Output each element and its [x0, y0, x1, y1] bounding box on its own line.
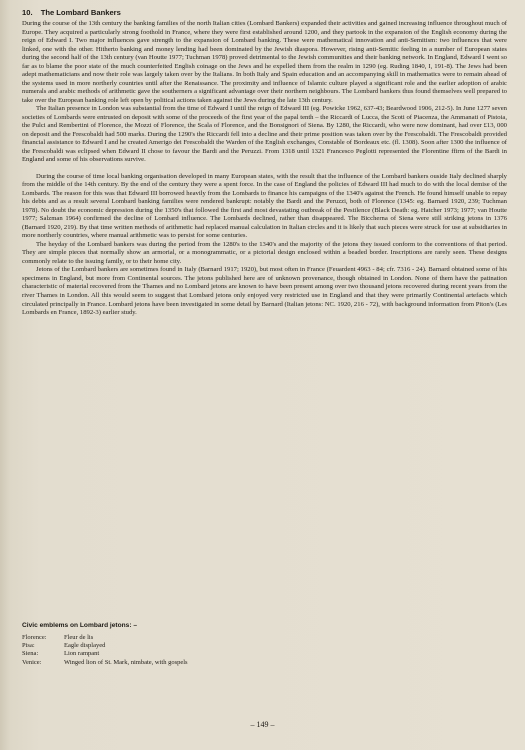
section-title: The Lombard Bankers	[40, 8, 121, 17]
emblem-city: Siena:	[22, 650, 39, 658]
paragraph: Jetons of the Lombard bankers are sometimes found in Italy (Barnard 1917; 1920), but most often in France (Feuardent 4963 - 84; cfr. 7316 - 24). Barnard obtained some of his specimens in England, but more from Continental sources. The jetons published here are of unknown provenance, though obtained in London. None of them have the patination characteristic of material recovered from the Thames and no Lombard jetons are known to have been present among over two thousand jetons recovered during recent years from the river Thames in London. All this would seem to suggest that Lombard jetons only enjoyed very restricted use in England and that they were primarily Continental artefacts which circulated principally in France. Lombard jetons have been investigated in some detail by Barnard (Italian jetons: NC. 1920, 216 - 72), with background information from Piton's (Les Lombards en France, 1892-3) earlier study.	[22, 266, 507, 317]
list-item	[22, 659, 322, 667]
list-item	[22, 642, 322, 650]
section-number: 10.	[22, 8, 33, 17]
emblem-description: Lion rampant	[64, 650, 100, 658]
paragraph: The heyday of the Lombard bankers was during the period from the 1280's to the 1340's and the majority of the jetons they issued conform to the conventions of that period. They are simple pieces that normally show an armorial, or a monogrammatic, or a pictorial design enclosed within a beaded border. Inscriptions are rarely seen. These designs commonly relate to the issuing family, or to their home city.	[22, 240, 507, 265]
paragraph: The Italian presence in London was substantial from the time of Edward I until the reign of Edward III (eg. Powicke 1962, 637-43; Beardwood 1906, 212-5). In June 1277 seven societies of Lombards were entrusted on deposit with some of the proceeds of the first year of the papal tenth – the Riccardi of Lucca, the Scoti of Piacenza, the Ammanati of Pistoia, the Pulci and Rembertini of Florence, the Mozzi of Florence, the Scala of Florence, and the Bonsignori of Siena. By 1280, the Riccardi, who were now dominant, had over £13, 000 on deposit and the Frescobaldi had 500 marks. During the 1290's the Riccardi fell into a decline and their prime position was taken over by the Frescobaldi. The Frescobaldi provided financial assistance to Edward I and he created Amerigo dei Frescobaldi the Warden of the English exchanges, Constable of Bordeaux etc. (fl. 1308). Soon after 1300 the influence of the Frescobaldi was eclipsed when Edward II chose to favour the Bardi and the Peruzzi. From 1318 until 1321 Francesco Peglotti represented the Florentine ffirm of the Bardi in England and some of his observations survive.	[22, 105, 507, 164]
section-heading	[22, 8, 507, 17]
emblem-city: Florence:	[22, 633, 47, 641]
paragraph: During the course of time local banking organisation developed in many European states, with the result that the influence of the Lombard bankers ouside Italy declined sharply from the middle of the 14th century. By the end of the century they were a spent force. In the case of England the policies of Edward III had much to do with the local demise of the Lombards. The reason for this was that Edward III borrowed heavily from the Lombards to finance his campaigns of the 1340's against the French. He found himself unable to repay his debts and as a result several Lombard banking families were rendered bankrupt: notably the Bardi and the Peruzzi, both of Florence (1345: eg. Barnard 1920, 239; Tuchman 1978). No doubt the economic depression during the 1350's that followed the first and most devastating outbreak of the Pestilence (Black Death: eg. Hatcher 1973; 1977; van Houtte 1977; Salzman 1964) confirmed the decline of Lombard influence. The Lombards declined, rather than disappeared. The Biccherna of Siena were still striking jetons in 1376 (Barnard 1920, 219). By that time written methods of arithmetic had replaced manual calculation in Italian circles and it is likely that such pieces were struck for use at subsidiaries in more northerly countries, where manual arithmetic was to persist for some centuries.	[22, 172, 507, 240]
paragraph: During the course of the 13th century the banking families of the north Italian cities (Lombard Bankers) expanded their activities and gained increasing influence throughout much of Europe. They acquired a particularly strong foothold in France, where they were first established around 1200, and they partook in the expansion of the English economy during the reign of Edward I. Two major influences gave strength to the expansion of Lombard banking. These were mathematical innovation and anti-Semitism: two influences that were linked, one with the other. Hitherto banking and money lending had been dominated by the Jewish diaspora. However, rising anti-Semitic feeling in a number of European states during the second half of the 13th century (van Houtte 1977; Tuchman 1978) proved detrimental to the Jewish communities and their banking network. In England, Edward I went so far as to blame the poor state of the much counterfeited English coinage on the Jews and he expelled them from the realm in 1290 (eg. Ruding 1840, I, 191-8). The Jews had been adept mathematicians and now their role was largely taken over by the Italians. In both Italy and Spain education and an accompanying skill in mathematics were to remain ahead of the systems used in more northerly countries until after the Renaissance. The proximity and influence of Islamic culture played a significant role and the earlier adoption of arabic numerals and arabic methods of arithmetic gave the southerners a significant advantage over their northern neighbours. The Lombard bankers thus found themselves well prepared to take over the European banking role left open by political actions taken against the Jews during the late 13th century.	[22, 20, 507, 104]
emblem-city: Venice:	[22, 658, 42, 666]
emblem-city: Pisa:	[22, 642, 35, 649]
emblems-title: Civic emblems on Lombard jetons: –	[22, 622, 138, 629]
body-text	[22, 20, 507, 318]
page-number: – 149 –	[250, 720, 275, 729]
emblem-description: Eagle displayed	[64, 642, 106, 649]
emblem-description: Winged lion of St. Mark, nimbate, with gospels	[64, 658, 188, 666]
list-item	[22, 634, 322, 642]
list-item	[22, 650, 322, 658]
civic-emblems-list	[22, 622, 322, 667]
emblem-description: Fleur de lis	[64, 633, 94, 641]
